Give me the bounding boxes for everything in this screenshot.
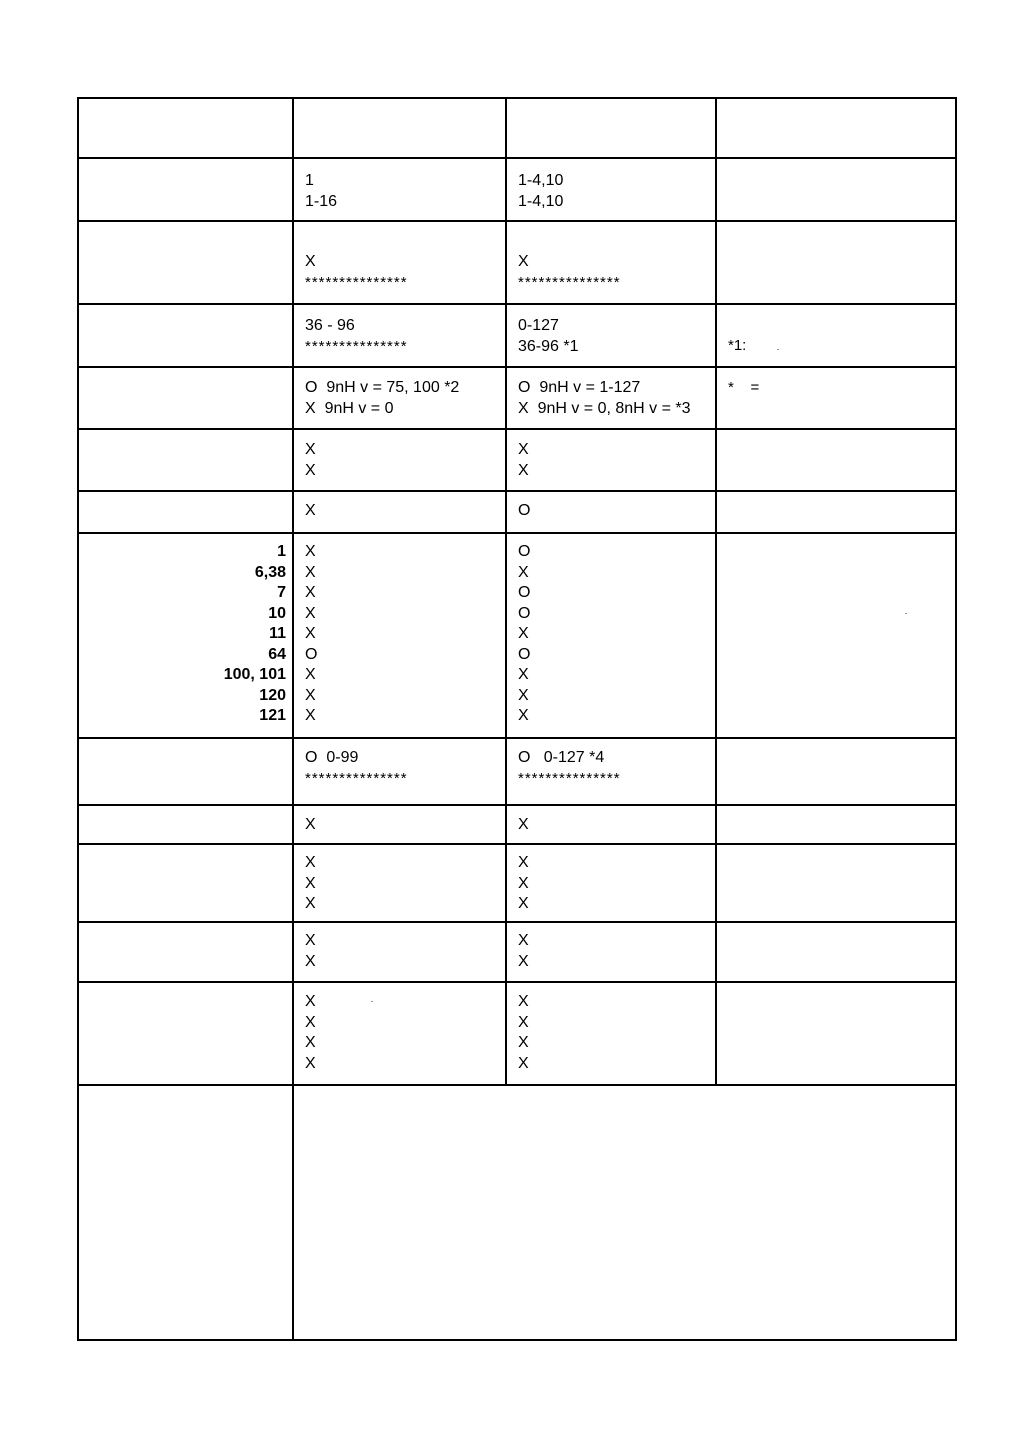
row-divider xyxy=(79,157,955,159)
cell-text: 1-16 xyxy=(305,192,338,210)
cell-text: X xyxy=(518,1034,529,1051)
cell-text: X xyxy=(518,686,529,704)
cell-text: X xyxy=(518,1013,529,1031)
note-number-remarks xyxy=(728,336,746,357)
cell-text: X 9nH v = 0, 8nH v = *3 xyxy=(518,399,691,417)
cell-text: 36-96 *1 xyxy=(518,337,579,355)
cell-text: X xyxy=(518,952,529,970)
control-change-recognized xyxy=(518,542,530,727)
pitch-bend-recognized xyxy=(518,501,530,522)
cell-text: X xyxy=(518,1054,529,1072)
cell-text: X xyxy=(518,874,529,892)
cell-text: 36 - 96 xyxy=(305,317,355,334)
cell-text: X xyxy=(518,625,529,642)
row-divider xyxy=(79,921,955,923)
cell-text: *1: xyxy=(728,337,747,354)
cell-text: O xyxy=(305,645,318,663)
basic-channel-recognized xyxy=(518,171,563,212)
row-divider xyxy=(79,303,955,305)
cell-text: X xyxy=(518,993,529,1010)
cell-text: O xyxy=(518,502,531,519)
cell-text: X xyxy=(305,816,316,833)
cell-text: O xyxy=(518,645,531,663)
cell-text: O 9nH v = 1-127 xyxy=(518,379,641,396)
column-divider xyxy=(715,99,717,1086)
cell-text: X xyxy=(518,441,529,458)
basic-channel-transmitted xyxy=(305,171,337,212)
system-common-recognized xyxy=(518,853,529,915)
aftertouch-recognized xyxy=(518,440,529,481)
cell-text: X xyxy=(305,502,316,519)
cell-text: X xyxy=(518,816,529,833)
cell-text: * = xyxy=(728,379,760,396)
cell-text: X xyxy=(305,707,316,724)
control-number: 121 xyxy=(259,707,286,724)
mode-recognized xyxy=(518,252,621,293)
mode-transmitted xyxy=(305,252,408,293)
cell-text: X xyxy=(518,666,529,683)
cell-text: X xyxy=(518,932,529,949)
program-change-recognized xyxy=(518,748,621,789)
cell-text: X xyxy=(305,874,316,892)
cell-text: 1-4,10 xyxy=(518,192,564,210)
cell-text: X xyxy=(518,563,529,581)
cell-text: X xyxy=(305,993,316,1010)
control-number: 7 xyxy=(277,584,286,601)
velocity-remarks xyxy=(728,378,759,399)
aftertouch-transmitted xyxy=(305,440,316,481)
note-number-transmitted xyxy=(305,316,408,357)
velocity-transmitted xyxy=(305,378,459,419)
cell-text: *************** xyxy=(518,273,621,291)
cell-text: X 9nH v = 0 xyxy=(305,399,394,417)
system-exclusive-recognized xyxy=(518,815,529,836)
cell-text: *************** xyxy=(305,273,408,291)
system-common-transmitted xyxy=(305,853,316,915)
scan-speck xyxy=(777,349,779,350)
cell-text: O 9nH v = 75, 100 *2 xyxy=(305,379,460,396)
cell-text: X xyxy=(305,686,316,704)
row-divider xyxy=(79,981,955,983)
cell-text: X xyxy=(305,854,316,871)
cell-text: *************** xyxy=(518,769,621,787)
control-number: 100, 101 xyxy=(223,666,286,683)
system-realtime-transmitted xyxy=(305,931,316,972)
control-number: 6,38 xyxy=(254,563,286,581)
column-divider xyxy=(292,99,294,1339)
cell-text: X xyxy=(305,584,316,601)
cell-text: X xyxy=(305,461,316,479)
cell-text: *************** xyxy=(305,337,408,355)
cell-text: X xyxy=(305,543,316,560)
note-number-recognized xyxy=(518,316,579,357)
cell-text: 1 xyxy=(305,172,314,189)
cell-text: X xyxy=(305,1054,316,1072)
scan-speck xyxy=(905,613,907,614)
row-divider xyxy=(79,1084,955,1086)
row-divider xyxy=(79,804,955,806)
cell-text: X xyxy=(305,625,316,642)
control-number: 11 xyxy=(269,625,286,642)
cell-text: 1-4,10 xyxy=(518,172,564,189)
cell-text: *************** xyxy=(305,769,408,787)
aux-messages-transmitted xyxy=(305,992,316,1074)
cell-text: X xyxy=(305,952,316,970)
cell-text: X xyxy=(305,932,316,949)
control-number: 10 xyxy=(268,604,286,622)
velocity-recognized xyxy=(518,378,691,419)
control-number: 1 xyxy=(277,543,286,560)
cell-text: X xyxy=(305,666,316,683)
cell-text: X xyxy=(305,563,316,581)
cell-text: O xyxy=(518,584,531,601)
row-divider xyxy=(79,843,955,845)
cell-text: O 0-99 xyxy=(305,749,359,766)
system-exclusive-transmitted xyxy=(305,815,316,836)
cell-text: X xyxy=(518,253,529,270)
row-divider xyxy=(79,428,955,430)
cell-text: O xyxy=(518,543,531,560)
control-number: 120 xyxy=(259,686,286,704)
cell-text: X xyxy=(305,604,316,622)
cell-text: X xyxy=(305,441,316,458)
row-divider xyxy=(79,366,955,368)
system-realtime-recognized xyxy=(518,931,529,972)
aux-messages-recognized xyxy=(518,992,529,1074)
cell-text: X xyxy=(518,461,529,479)
column-divider xyxy=(505,99,507,1086)
row-divider xyxy=(79,490,955,492)
control-number: 64 xyxy=(268,645,286,663)
cell-text: X xyxy=(305,253,316,270)
cell-text: X xyxy=(305,895,316,912)
control-change-numbers xyxy=(79,542,286,727)
scan-speck xyxy=(371,1001,373,1002)
program-change-transmitted xyxy=(305,748,408,789)
cell-text: 0-127 xyxy=(518,317,559,334)
implementation-table xyxy=(77,97,957,1341)
row-divider xyxy=(79,220,955,222)
row-divider xyxy=(79,737,955,739)
control-change-transmitted xyxy=(305,542,317,727)
cell-text: X xyxy=(518,707,529,724)
cell-text: X xyxy=(305,1034,316,1051)
cell-text: X xyxy=(518,854,529,871)
cell-text: X xyxy=(518,895,529,912)
cell-text: X xyxy=(305,1013,316,1031)
row-divider xyxy=(79,532,955,534)
pitch-bend-transmitted xyxy=(305,501,316,522)
cell-text: O 0-127 *4 xyxy=(518,749,605,766)
cell-text: O xyxy=(518,604,531,622)
